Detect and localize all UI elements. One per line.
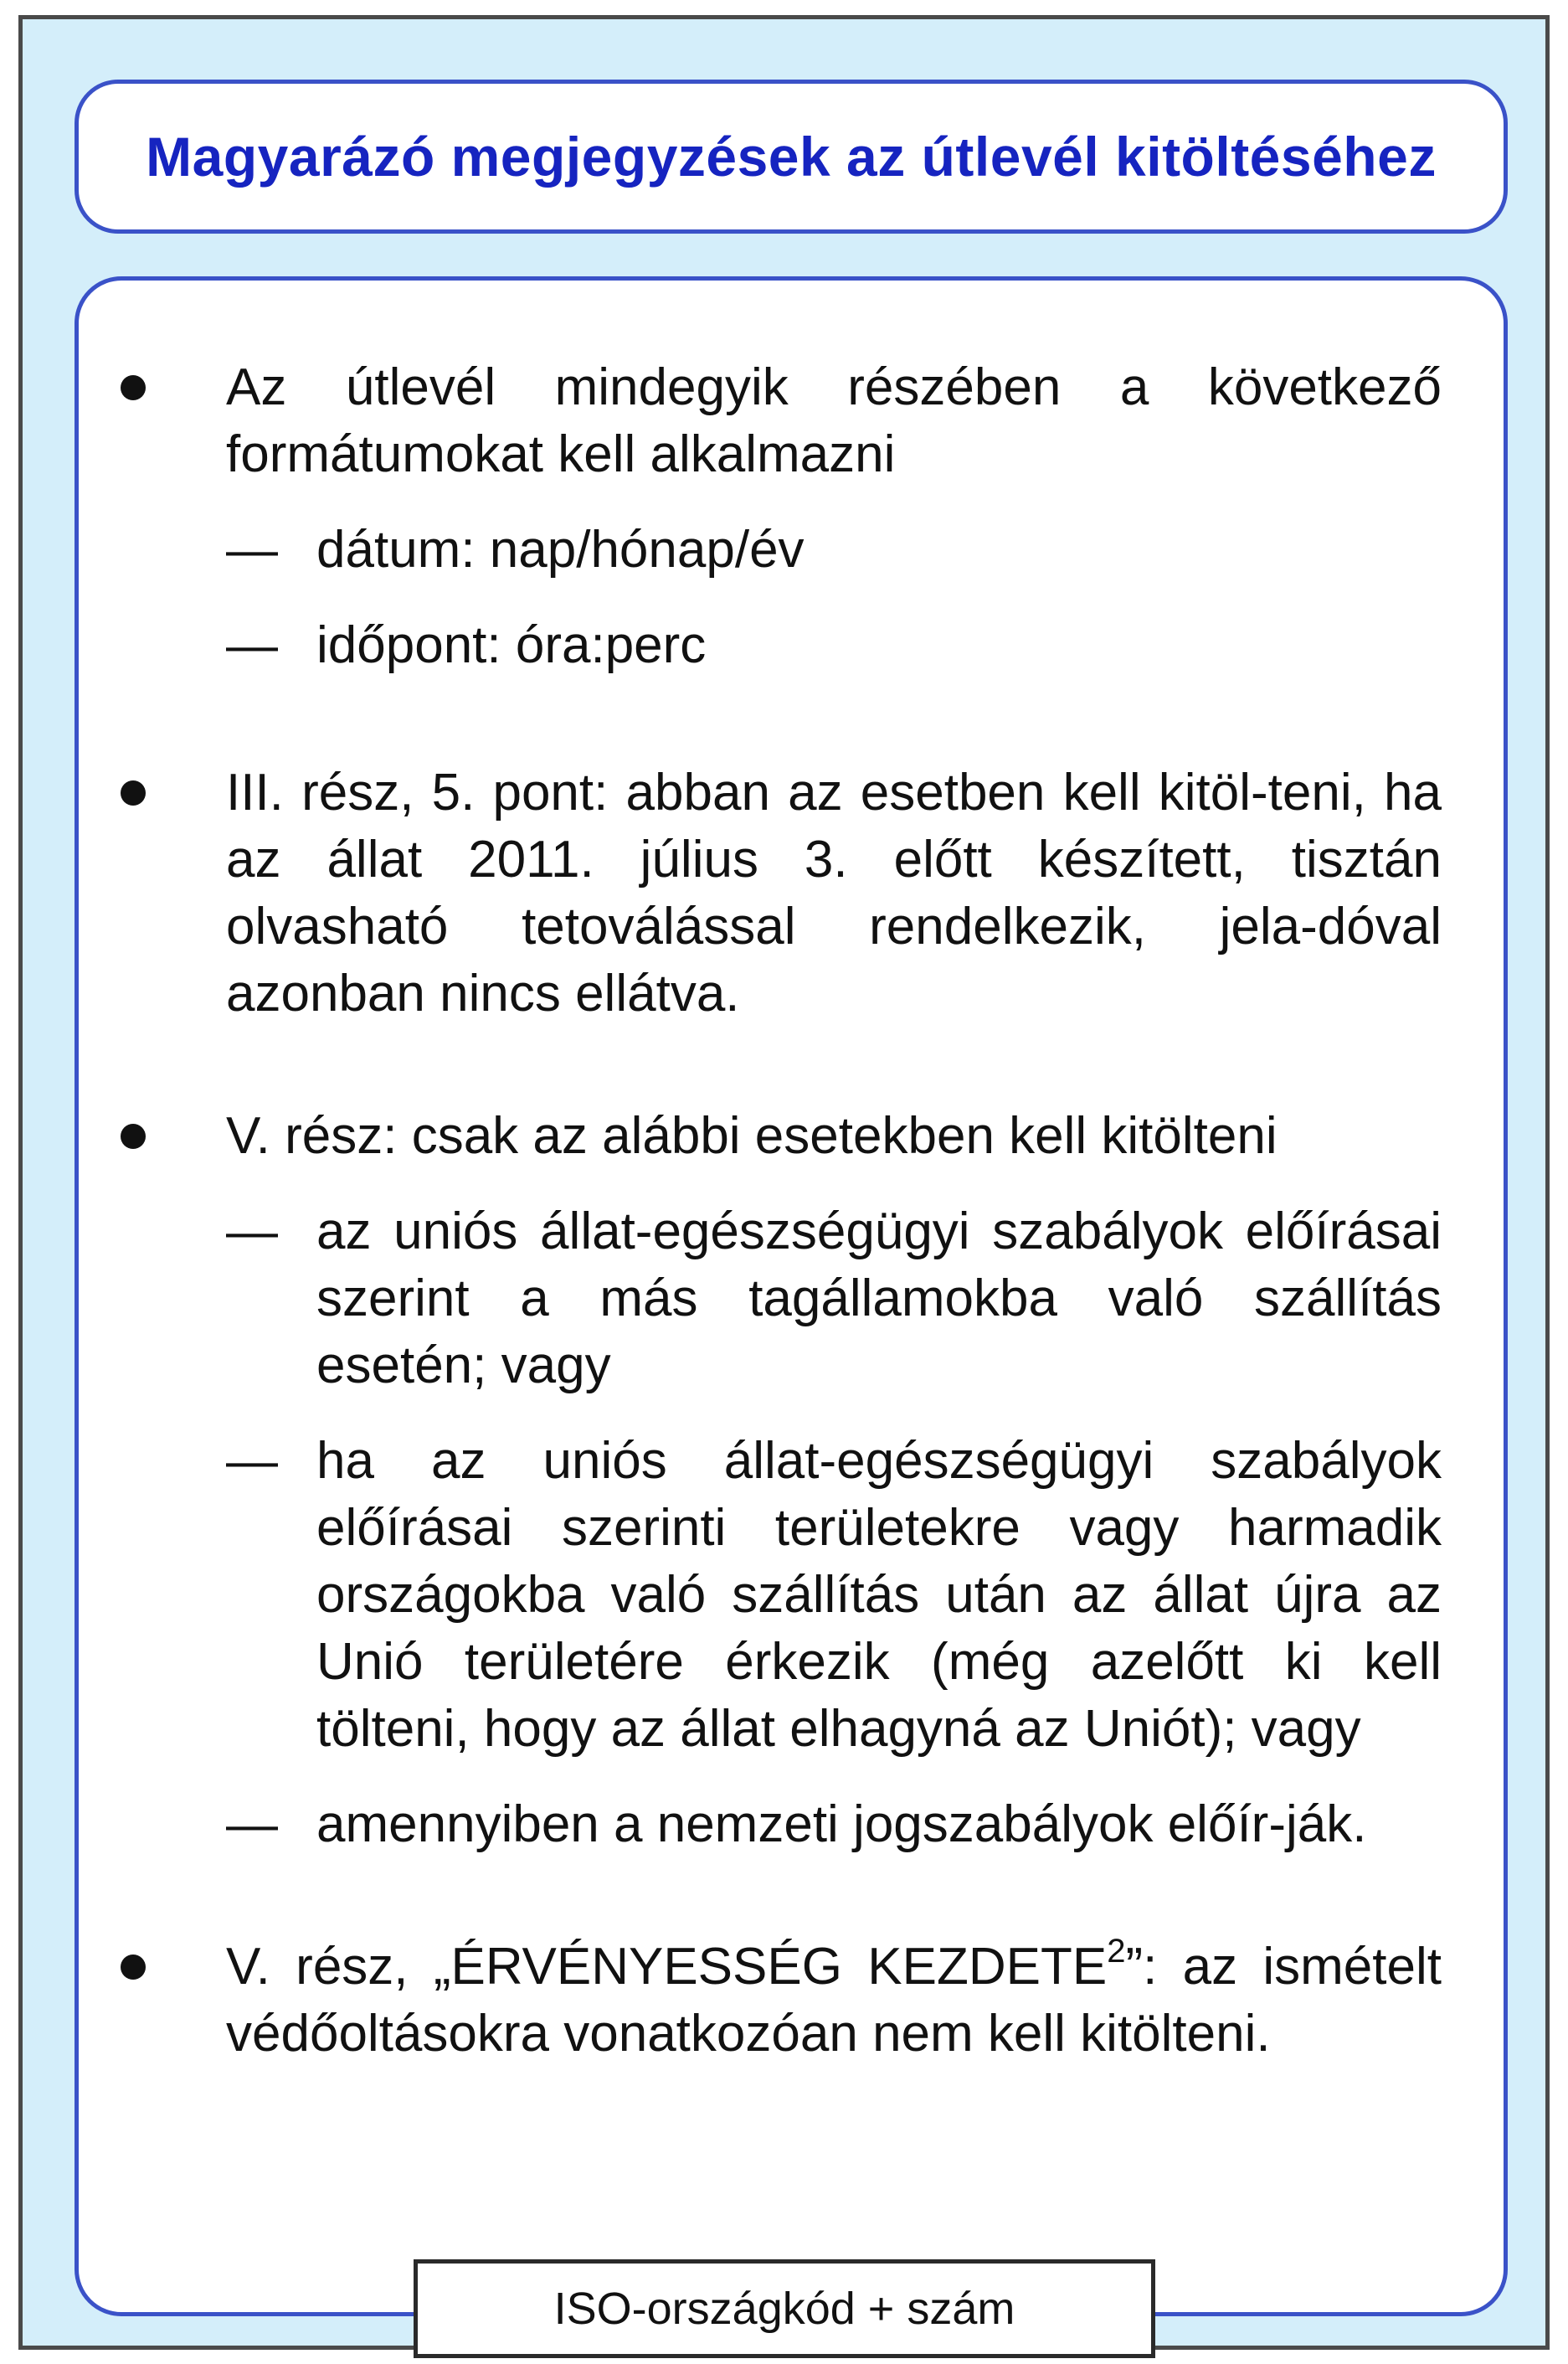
bullet-icon [121, 1955, 146, 1980]
sub-item [226, 612, 1442, 679]
dash-icon: — [226, 1432, 278, 1490]
bullet-icon [121, 1124, 146, 1149]
list-item [226, 1934, 1442, 2068]
sub-item-text: ha az uniós állat-egészségügyi szabályok előírásai szerinti területekre vagy harmadik országokba való szállítás után az állat újra az Unió területére érkezik (még azelőtt ki kell tölteni, hogy az állat elhagyná az Uniót); vagy [316, 1432, 1442, 1758]
bullet-icon [121, 375, 146, 400]
item-text-part: ”: az ismételt védőoltásokra vonatkozóan nem kell kitölteni. [226, 1938, 1442, 2063]
footer-label-box [414, 2259, 1155, 2358]
sub-item-text: az uniós állat-egészségügyi szabályok előírásai szerint a más tagállamokba való szállítás esetén; vagy [316, 1203, 1442, 1394]
list-item [226, 354, 1442, 679]
dash-icon: — [226, 1203, 278, 1260]
sub-item [226, 1428, 1442, 1763]
footnote-marker: 2 [1107, 1933, 1126, 1970]
sub-item-text: dátum: nap/hónap/év [316, 521, 805, 579]
item-text [226, 1934, 1442, 2068]
notes-list [226, 354, 1442, 2068]
bullet-icon [121, 780, 146, 806]
item-text: Az útlevél mindegyik részében a következő formátumokat kell alkalmazni [226, 358, 1442, 483]
page-background [18, 15, 1550, 2350]
footer-label: ISO-országkód + szám [553, 2284, 1015, 2334]
sub-item [226, 517, 1442, 584]
sub-item-text: időpont: óra:perc [316, 616, 707, 674]
item-text: III. rész, 5. pont: abban az esetben kell kitöl-teni, ha az állat 2011. július 3. előtt készített, tisztán olvasható tetoválással rendelkezik, jela-dóval azonban nincs ellátva. [226, 764, 1442, 1022]
sub-item-text: amennyiben a nemzeti jogszabályok előír-ják. [316, 1795, 1367, 1853]
notes-box [75, 276, 1508, 2316]
dash-icon: — [226, 1795, 278, 1853]
item-text-part: V. rész, „ÉRVÉNYESSÉG KEZDETE [226, 1938, 1108, 1996]
sub-item [226, 1791, 1442, 1858]
page-title: Magyarázó megjegyzések az útlevél kitöltéséhez [146, 126, 1437, 188]
dash-icon: — [226, 521, 278, 579]
list-item [226, 1103, 1442, 1858]
title-box [75, 80, 1508, 234]
item-text: V. rész: csak az alábbi esetekben kell kitölteni [226, 1107, 1278, 1165]
dash-icon: — [226, 616, 278, 674]
list-item [226, 760, 1442, 1027]
sub-item [226, 1198, 1442, 1399]
